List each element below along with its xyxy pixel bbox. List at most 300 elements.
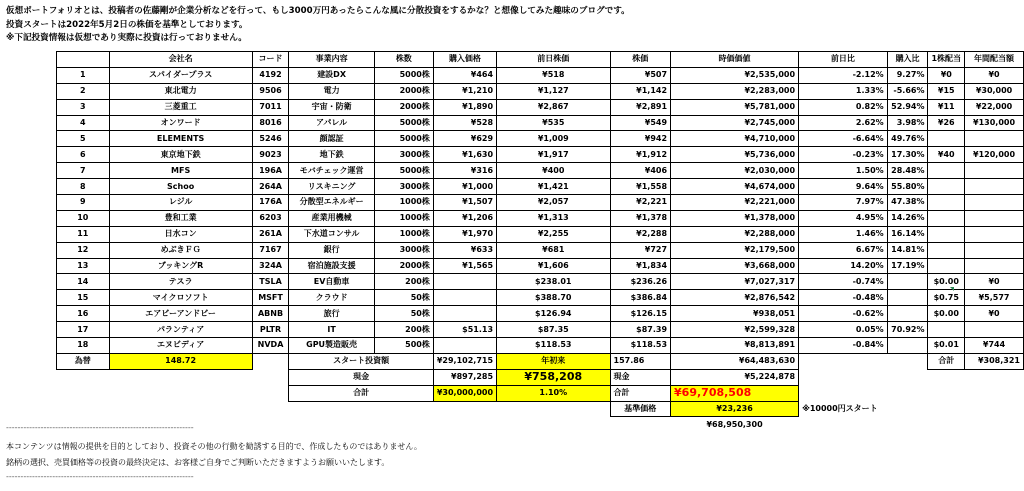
cell-price: ¥727: [610, 242, 671, 258]
cell-prev-price: ¥535: [497, 115, 610, 131]
cell-no: 12: [57, 242, 110, 258]
cell-no: 15: [57, 290, 110, 306]
cell-no: 16: [57, 306, 110, 322]
spacer: [57, 369, 289, 385]
spacer: [252, 353, 289, 369]
header-business: 事業内容: [289, 52, 374, 68]
cell-company: 東北電力: [109, 83, 252, 99]
cell-no: 17: [57, 322, 110, 338]
cell-market-value: ¥2,283,000: [671, 83, 799, 99]
cell-code: NVDA: [252, 338, 289, 354]
cell-no: 6: [57, 147, 110, 163]
cell-dividend: ¥0: [928, 67, 965, 83]
cell-price: ¥1,834: [610, 258, 671, 274]
cell-market-value: ¥4,674,000: [671, 179, 799, 195]
table-row: [57, 226, 1024, 242]
cell-annual-dividend: [965, 226, 1024, 242]
cell-price: ¥406: [610, 163, 671, 179]
cell-business: 旅行: [289, 306, 374, 322]
cell-business: モバチェック運営: [289, 163, 374, 179]
cell-day-change: 1.46%: [799, 226, 888, 242]
cell-company: テスラ: [109, 274, 252, 290]
cell-code: MSFT: [252, 290, 289, 306]
cell-prev-price: ¥1,421: [497, 179, 610, 195]
divider-bottom: -----------------------------------------------------------------: [6, 472, 194, 481]
cell-day-change: 6.67%: [799, 242, 888, 258]
cell-day-change: 9.64%: [799, 179, 888, 195]
summary-row: [57, 401, 1024, 417]
cell-business: EV自動車: [289, 274, 374, 290]
cell-business: 顔認証: [289, 131, 374, 147]
total-value: ¥30,000,000: [433, 385, 496, 401]
cell-dividend: [928, 163, 965, 179]
cell-price: $386.84: [610, 290, 671, 306]
cell-buy-change: 17.19%: [887, 258, 928, 274]
spacer: [799, 369, 1024, 385]
cell-company: めぶきＦＧ: [109, 242, 252, 258]
header-company: 会社名: [109, 52, 252, 68]
header-price: 株価: [610, 52, 671, 68]
cell-shares: 5000株: [374, 67, 433, 83]
divider-top: -----------------------------------------------------------------: [6, 423, 194, 432]
cell-shares: 5000株: [374, 115, 433, 131]
header-annual-dividend: 年間配当額: [965, 52, 1024, 68]
cell-annual-dividend: ¥0: [965, 274, 1024, 290]
header-prev-price: 前日株価: [497, 52, 610, 68]
table-row: [57, 290, 1024, 306]
cell-code: 176A: [252, 195, 289, 211]
cell-company: MFS: [109, 163, 252, 179]
cell-business: IT: [289, 322, 374, 338]
header-row: [57, 52, 1024, 68]
cell-buy-change: 47.38%: [887, 195, 928, 211]
cash2-label: 現金: [610, 369, 671, 385]
cell-company: レジル: [109, 195, 252, 211]
table-row: [57, 115, 1024, 131]
cell-company: 三菱重工: [109, 99, 252, 115]
start-value: ¥29,102,715: [433, 353, 496, 369]
cell-annual-dividend: ¥0: [965, 67, 1024, 83]
cell-market-value: ¥3,668,000: [671, 258, 799, 274]
base-label: 基準価格: [610, 401, 671, 417]
cell-dividend: [928, 258, 965, 274]
cell-dividend: $0.00: [928, 274, 965, 290]
total2-label: 合計: [610, 385, 671, 401]
cell-prev-price: $126.94: [497, 306, 610, 322]
cell-code: ABNB: [252, 306, 289, 322]
cell-annual-dividend: [965, 163, 1024, 179]
cell-buy-price: ¥1,565: [433, 258, 496, 274]
cell-annual-dividend: ¥22,000: [965, 99, 1024, 115]
cell-code: 196A: [252, 163, 289, 179]
cell-business: 建設DX: [289, 67, 374, 83]
cell-dividend: [928, 210, 965, 226]
table-row: [57, 210, 1024, 226]
cell-market-value: ¥7,027,317: [671, 274, 799, 290]
cell-business: GPU製造販売: [289, 338, 374, 354]
cell-buy-change: [887, 274, 928, 290]
ytd-percent: 1.10%: [497, 385, 610, 401]
dividend-total-label: 合計: [928, 353, 965, 369]
cell-market-value: ¥2,179,500: [671, 242, 799, 258]
cell-market-value: ¥2,876,542: [671, 290, 799, 306]
fx-label: 為替: [57, 353, 110, 369]
header-code: コード: [252, 52, 289, 68]
cell-business: リスキニング: [289, 179, 374, 195]
total-label: 合計: [289, 385, 433, 401]
cell-shares: 200株: [374, 274, 433, 290]
cell-market-value: ¥2,221,000: [671, 195, 799, 211]
cell-business: 電力: [289, 83, 374, 99]
header-market-value: 時価価値: [671, 52, 799, 68]
header-buy-price: 購入価格: [433, 52, 496, 68]
cell-buy-price: ¥629: [433, 131, 496, 147]
cell-price: ¥2,891: [610, 99, 671, 115]
cell-code: 261A: [252, 226, 289, 242]
cell-prev-price: ¥518: [497, 67, 610, 83]
cell-market-value: ¥2,288,000: [671, 226, 799, 242]
cell-price: $118.53: [610, 338, 671, 354]
cell-company: 東京地下鉄: [109, 147, 252, 163]
cell-annual-dividend: ¥120,000: [965, 147, 1024, 163]
table-row: [57, 147, 1024, 163]
cell-annual-dividend: ¥0: [965, 306, 1024, 322]
cell-buy-change: 14.81%: [887, 242, 928, 258]
cell-day-change: 14.20%: [799, 258, 888, 274]
cell-code: 9506: [252, 83, 289, 99]
cell-dividend: $0.75: [928, 290, 965, 306]
cell-price: ¥1,142: [610, 83, 671, 99]
cell-no: 9: [57, 195, 110, 211]
table-row: [57, 274, 1024, 290]
cell-dividend: $0.00: [928, 306, 965, 322]
cell-dividend: ¥11: [928, 99, 965, 115]
cell-annual-dividend: [965, 322, 1024, 338]
cell-buy-change: 3.98%: [887, 115, 928, 131]
cell-price: ¥1,378: [610, 210, 671, 226]
intro-text: [6, 5, 630, 46]
cell-code: 6203: [252, 210, 289, 226]
cell-day-change: 2.62%: [799, 115, 888, 131]
cell-day-change: 7.97%: [799, 195, 888, 211]
cell-shares: 2000株: [374, 83, 433, 99]
cell-shares: 5000株: [374, 163, 433, 179]
stock-value: 157.86: [610, 353, 671, 369]
cell-day-change: 0.05%: [799, 322, 888, 338]
cell-code: 9023: [252, 147, 289, 163]
cell-business: 宿泊施設支援: [289, 258, 374, 274]
cell-code: PLTR: [252, 322, 289, 338]
table-row: [57, 99, 1024, 115]
cell-market-value: ¥8,813,891: [671, 338, 799, 354]
cell-dividend: [928, 226, 965, 242]
portfolio-table: [56, 51, 1024, 432]
cell-price: ¥1,558: [610, 179, 671, 195]
cell-business: クラウド: [289, 290, 374, 306]
dividend-total-value: ¥308,321: [965, 353, 1024, 369]
start-label: スタート投資額: [289, 353, 433, 369]
cell-buy-price: ¥1,507: [433, 195, 496, 211]
cell-shares: 2000株: [374, 258, 433, 274]
spacer: [799, 417, 1024, 432]
cell-company: ELEMENTS: [109, 131, 252, 147]
cell-day-change: -6.64%: [799, 131, 888, 147]
cell-day-change: -0.62%: [799, 306, 888, 322]
cell-buy-price: ¥1,970: [433, 226, 496, 242]
header-shares: 株数: [374, 52, 433, 68]
cell-prev-price: ¥1,127: [497, 83, 610, 99]
cell-dividend: [928, 195, 965, 211]
disclaimer-2: 銘柄の選択、売買価格等の投資の最終決定は、お客様ご自身でご判断いただきますようお願いいたします。: [6, 458, 390, 467]
cell-code: 324A: [252, 258, 289, 274]
fx-value: 148.72: [109, 353, 252, 369]
cell-price: $126.15: [610, 306, 671, 322]
cell-code: 8016: [252, 115, 289, 131]
cell-annual-dividend: [965, 195, 1024, 211]
cell-no: 7: [57, 163, 110, 179]
cell-business: 銀行: [289, 242, 374, 258]
cell-buy-price: ¥464: [433, 67, 496, 83]
cell-code: 4192: [252, 67, 289, 83]
cell-annual-dividend: [965, 179, 1024, 195]
cell-market-value: ¥2,599,328: [671, 322, 799, 338]
cell-day-change: 1.33%: [799, 83, 888, 99]
cell-dividend: ¥40: [928, 147, 965, 163]
cell-market-value: ¥5,781,000: [671, 99, 799, 115]
cell-no: 10: [57, 210, 110, 226]
summary-row: [57, 417, 1024, 432]
cell-business: 分散型エネルギー: [289, 195, 374, 211]
cell-buy-change: 9.27%: [887, 67, 928, 83]
cell-prev-price: ¥1,606: [497, 258, 610, 274]
spacer: [57, 401, 611, 417]
cell-market-value: ¥2,535,000: [671, 67, 799, 83]
table-row: [57, 67, 1024, 83]
cell-price: ¥507: [610, 67, 671, 83]
cell-day-change: 1.50%: [799, 163, 888, 179]
cell-prev-price: ¥2,057: [497, 195, 610, 211]
cell-buy-change: 17.30%: [887, 147, 928, 163]
disclaimer-1: 本コンテンツは情報の提供を目的としており、投資その他の行動を勧誘する目的で、作成したものではありません。: [6, 442, 422, 451]
cell-buy-price: ¥1,630: [433, 147, 496, 163]
cell-buy-price: [433, 290, 496, 306]
market-value: ¥64,483,630: [671, 353, 799, 369]
cell-no: 18: [57, 338, 110, 354]
cell-shares: 500株: [374, 338, 433, 354]
cell-business: アパレル: [289, 115, 374, 131]
ytd-value: ¥758,208: [497, 369, 610, 385]
header-dividend: 1株配当: [928, 52, 965, 68]
cell-annual-dividend: ¥30,000: [965, 83, 1024, 99]
cell-buy-change: 16.14%: [887, 226, 928, 242]
intro-line-1: 仮想ポートフォリオとは、投稿者の佐藤剛が企業分析などを行って、もし3000万円あったらこんな風に分散投資をするかな？と想像してみた趣味のブログです。: [6, 6, 630, 16]
cell-prev-price: ¥1,009: [497, 131, 610, 147]
cell-shares: 1000株: [374, 226, 433, 242]
cell-buy-change: 49.76%: [887, 131, 928, 147]
cell-price: ¥549: [610, 115, 671, 131]
cell-market-value: ¥1,378,000: [671, 210, 799, 226]
cell-buy-price: $51.13: [433, 322, 496, 338]
cell-dividend: ¥15: [928, 83, 965, 99]
cell-buy-price: ¥316: [433, 163, 496, 179]
cell-buy-price: ¥1,210: [433, 83, 496, 99]
intro-line-2: 投資スタートは2022年5月2日の株価を基準としております。: [6, 19, 248, 30]
cell-dividend: ¥26: [928, 115, 965, 131]
cell-day-change: 4.95%: [799, 210, 888, 226]
cell-price: ¥2,288: [610, 226, 671, 242]
cell-market-value: ¥2,745,000: [671, 115, 799, 131]
cell-business: 下水道コンサル: [289, 226, 374, 242]
cell-shares: 3000株: [374, 242, 433, 258]
cell-company: オンワード: [109, 115, 252, 131]
cell-buy-price: ¥1,000: [433, 179, 496, 195]
cell-buy-change: [887, 290, 928, 306]
table-row: [57, 306, 1024, 322]
cell-company: マイクロソフト: [109, 290, 252, 306]
cell-company: 豊和工業: [109, 210, 252, 226]
header-buy-change: 購入比: [887, 52, 928, 68]
cash-value: ¥897,285: [433, 369, 496, 385]
cell-prev-price: ¥1,917: [497, 147, 610, 163]
cell-annual-dividend: ¥744: [965, 338, 1024, 354]
cell-day-change: -2.12%: [799, 67, 888, 83]
cell-dividend: $0.01: [928, 338, 965, 354]
cell-prev-price: $87.35: [497, 322, 610, 338]
cell-company: ブッキングR: [109, 258, 252, 274]
cell-buy-price: ¥1,890: [433, 99, 496, 115]
spacer: [799, 353, 928, 369]
cell-buy-change: -5.66%: [887, 83, 928, 99]
cell-shares: 3000株: [374, 147, 433, 163]
cell-market-value: ¥2,030,000: [671, 163, 799, 179]
cell-prev-price: $388.70: [497, 290, 610, 306]
cell-shares: 2000株: [374, 99, 433, 115]
cell-company: エアビーアンドビー: [109, 306, 252, 322]
cell-annual-dividend: ¥5,577: [965, 290, 1024, 306]
summary-row: [57, 369, 1024, 385]
ytd-label: 年初来: [497, 353, 610, 369]
cell-no: 2: [57, 83, 110, 99]
table-row: [57, 179, 1024, 195]
cell-price: ¥942: [610, 131, 671, 147]
cell-comment-marker: [950, 287, 954, 291]
table-row: [57, 195, 1024, 211]
cell-no: 13: [57, 258, 110, 274]
cell-code: 7167: [252, 242, 289, 258]
cell-annual-dividend: [965, 242, 1024, 258]
table-row: [57, 163, 1024, 179]
cell-buy-price: [433, 338, 496, 354]
cell-day-change: -0.84%: [799, 338, 888, 354]
cell-day-change: 0.82%: [799, 99, 888, 115]
cell-price: $87.39: [610, 322, 671, 338]
cell-prev-price: ¥1,313: [497, 210, 610, 226]
cell-annual-dividend: [965, 131, 1024, 147]
cell-market-value: ¥4,710,000: [671, 131, 799, 147]
cell-no: 4: [57, 115, 110, 131]
cell-prev-price: $238.01: [497, 274, 610, 290]
cell-code: TSLA: [252, 274, 289, 290]
cell-dividend: [928, 242, 965, 258]
cell-company: パランティア: [109, 322, 252, 338]
cell-business: 産業用機械: [289, 210, 374, 226]
cell-buy-price: ¥528: [433, 115, 496, 131]
total2-value: ¥69,708,508: [671, 385, 799, 401]
cell-code: 264A: [252, 179, 289, 195]
cell-annual-dividend: [965, 210, 1024, 226]
cell-business: 地下鉄: [289, 147, 374, 163]
cell-buy-price: ¥1,206: [433, 210, 496, 226]
cell-buy-price: ¥633: [433, 242, 496, 258]
cell-no: 5: [57, 131, 110, 147]
spacer: [799, 385, 1024, 401]
summary-row: [57, 353, 1024, 369]
cell-day-change: -0.48%: [799, 290, 888, 306]
table-row: [57, 258, 1024, 274]
cell-company: エヌビディア: [109, 338, 252, 354]
cell-company: スパイダープラス: [109, 67, 252, 83]
cell-no: 8: [57, 179, 110, 195]
cell-code: 7011: [252, 99, 289, 115]
cell-buy-change: 70.92%: [887, 322, 928, 338]
cell-company: 日水コン: [109, 226, 252, 242]
cell-buy-change: 14.26%: [887, 210, 928, 226]
cell-shares: 200株: [374, 322, 433, 338]
base-note: ※10000円スタート: [802, 404, 878, 414]
cell-dividend: [928, 131, 965, 147]
cell-shares: 1000株: [374, 210, 433, 226]
cell-annual-dividend: [965, 258, 1024, 274]
cell-shares: 5000株: [374, 131, 433, 147]
cell-price: $236.26: [610, 274, 671, 290]
cell-no: 14: [57, 274, 110, 290]
cell-price: ¥1,912: [610, 147, 671, 163]
base-value: ¥23,236: [671, 401, 799, 417]
cell-dividend: [928, 322, 965, 338]
cell-prev-price: ¥2,867: [497, 99, 610, 115]
cell-buy-change: [887, 306, 928, 322]
cell-business: 宇宙・防衛: [289, 99, 374, 115]
cell-shares: 3000株: [374, 179, 433, 195]
cell-buy-change: 55.80%: [887, 179, 928, 195]
cell-prev-price: ¥681: [497, 242, 610, 258]
cell-shares: 50株: [374, 290, 433, 306]
cell-buy-price: [433, 306, 496, 322]
header-no: [57, 52, 110, 68]
below-value: ¥68,950,300: [706, 419, 763, 429]
cell-buy-price: [433, 274, 496, 290]
table-row: [57, 338, 1024, 354]
spacer: [57, 385, 289, 401]
cell-shares: 1000株: [374, 195, 433, 211]
cell-buy-change: 28.48%: [887, 163, 928, 179]
cell-day-change: -0.74%: [799, 274, 888, 290]
cell-shares: 50株: [374, 306, 433, 322]
cell-annual-dividend: ¥130,000: [965, 115, 1024, 131]
cell-no: 3: [57, 99, 110, 115]
intro-line-3: ※下記投資情報は仮想であり実際に投資は行っておりません。: [6, 33, 247, 43]
cell-code: 5246: [252, 131, 289, 147]
cell-no: 1: [57, 67, 110, 83]
cell-buy-change: [887, 338, 928, 354]
cash2-value: ¥5,224,878: [671, 369, 799, 385]
cell-no: 11: [57, 226, 110, 242]
cell-prev-price: $118.53: [497, 338, 610, 354]
cell-price: ¥2,221: [610, 195, 671, 211]
cash-label: 現金: [289, 369, 433, 385]
cell-dividend: [928, 179, 965, 195]
cell-company: Schoo: [109, 179, 252, 195]
